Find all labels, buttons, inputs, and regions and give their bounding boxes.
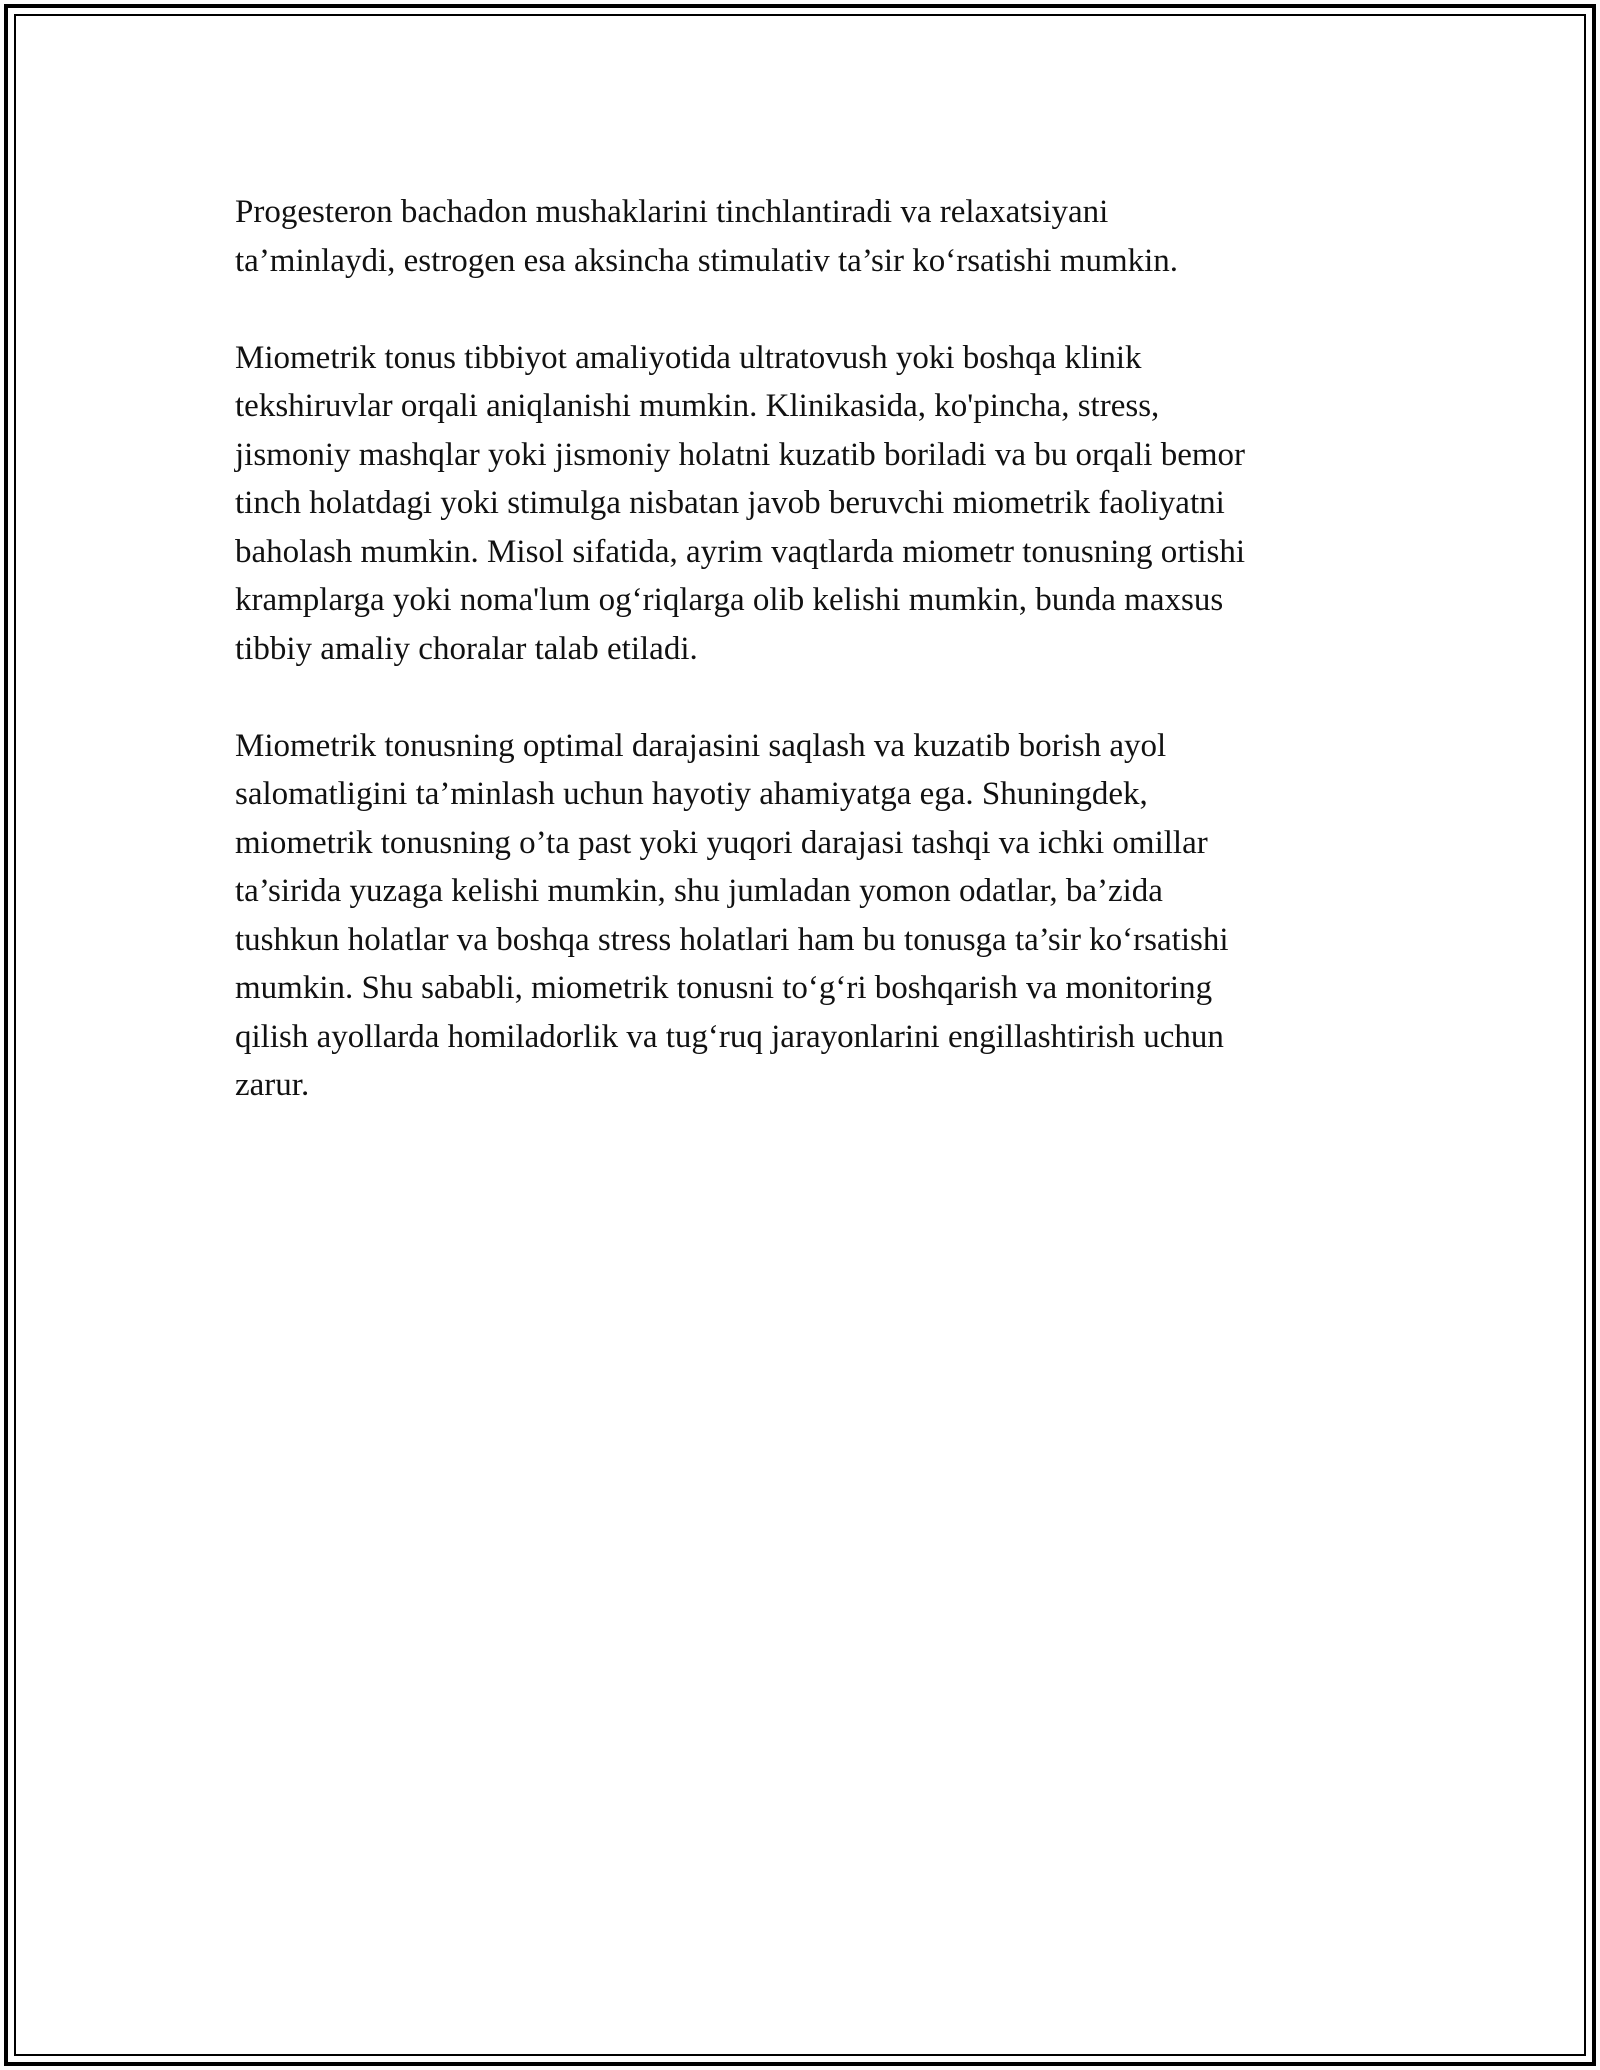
paragraph-line: jismoniy mashqlar yoki jismoniy holatni kuzatib boriladi va bu orqali bemor	[235, 436, 1246, 473]
paragraph-line: miometrik tonusning o’ta past yoki yuqori darajasi tashqi va ichki omillar	[235, 824, 1208, 861]
paragraph-line: tibbiy amaliy choralar talab etiladi.	[235, 630, 698, 667]
paragraph-line: mumkin. Shu sababli, miometrik tonusni to‘g‘ri boshqarish va monitoring	[235, 970, 1213, 1006]
paragraph-line: Progesteron bachadon mushaklarini tinchlantiradi va relaxatsiyani	[235, 194, 1109, 230]
paragraph-line: zarur.	[235, 1067, 310, 1103]
paragraph-2	[235, 334, 1375, 674]
paragraph-line: Miometrik tonus tibbiyot amaliyotida ultratovush yoki boshqa klinik	[235, 339, 1142, 376]
paragraph-line: qilish ayollarda homiladorlik va tug‘ruq jarayonlarini engillashtirish uchun	[235, 1018, 1224, 1055]
paragraph-line: salomatligini ta’minlash uchun hayotiy ahamiyatga ega. Shuningdek,	[235, 776, 1148, 812]
paragraph-line: tushkun holatlar va boshqa stress holatlari ham bu tonusga ta’sir ko‘rsatishi	[235, 921, 1229, 958]
paragraph-line: tekshiruvlar orqali aniqlanishi mumkin. Klinikasida, ko'pincha, stress,	[235, 388, 1160, 424]
paragraph-line: baholash mumkin. Misol sifatida, ayrim vaqtlarda miometr tonusning ortishi	[235, 533, 1246, 570]
paragraph-3	[235, 722, 1375, 1110]
paragraph-line: tinch holatdagi yoki stimulga nisbatan javob beruvchi miometrik faoliyatni	[235, 485, 1225, 521]
document-body	[235, 188, 1375, 1158]
paragraph-line: ta’sirida yuzaga kelishi mumkin, shu jumladan yomon odatlar, ba’zida	[235, 873, 1163, 909]
paragraph-line: kramplarga yoki noma'lum og‘riqlarga olib kelishi mumkin, bunda maxsus	[235, 582, 1224, 618]
paragraph-1	[235, 188, 1375, 285]
paragraph-line: Miometrik tonusning optimal darajasini saqlash va kuzatib borish ayol	[235, 727, 1167, 764]
paragraph-line: ta’minlaydi, estrogen esa aksincha stimulativ ta’sir ko‘rsatishi mumkin.	[235, 242, 1179, 279]
